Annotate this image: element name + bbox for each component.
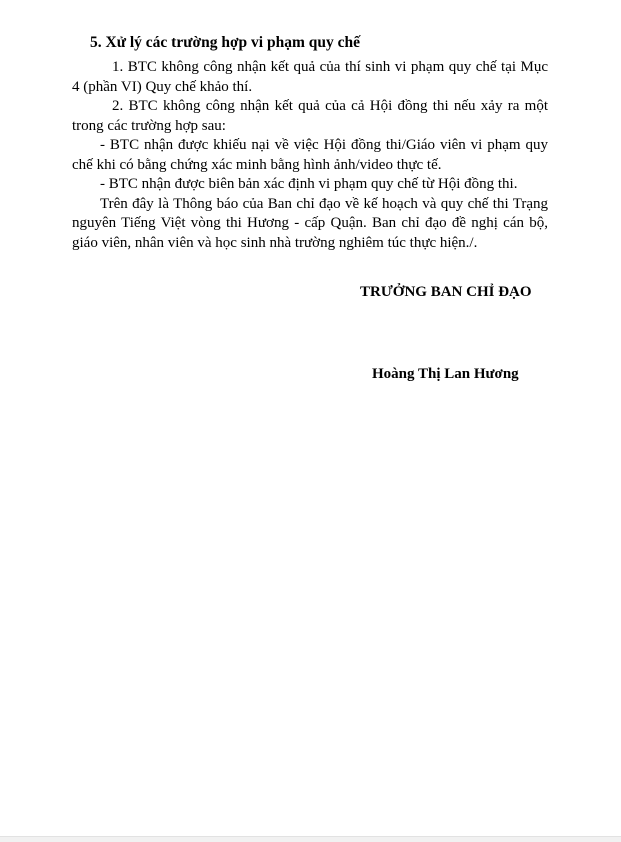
paragraph-case-complaint: - BTC nhận được khiếu nại về việc Hội đồng thi/Giáo viên vi phạm quy chế khi có bằng chứng xác minh bằng hình ảnh/video thực tế. xyxy=(72,137,548,173)
section-heading: 5. Xử lý các trường hợp vi phạm quy chế xyxy=(90,34,361,51)
paragraph-case-report: - BTC nhận được biên bản xác định vi phạm quy chế từ Hội đồng thi. xyxy=(100,176,518,192)
signature-name: Hoàng Thị Lan Hương xyxy=(372,366,519,382)
paragraph-rule-1: 1. BTC không công nhận kết quả của thí sinh vi phạm quy chế tại Mục 4 (phần VI) Quy chế khảo thí. xyxy=(72,59,548,95)
signature-title: TRƯỞNG BAN CHỈ ĐẠO xyxy=(360,284,532,300)
paragraph-closing: Trên đây là Thông báo của Ban chỉ đạo về kế hoạch và quy chế thi Trạng nguyên Tiếng Việt vòng thi Hương - cấp Quận. Ban chỉ đạo đề nghị cán bộ, giáo viên, nhân viên và học sinh nhà trường nghiêm túc thực hiện./. xyxy=(72,195,548,251)
page-bottom-divider xyxy=(0,836,621,842)
section-body xyxy=(72,58,548,253)
paragraph-rule-2: 2. BTC không công nhận kết quả của cả Hội đồng thi nếu xảy ra một trong các trường hợp sau: xyxy=(72,98,548,134)
